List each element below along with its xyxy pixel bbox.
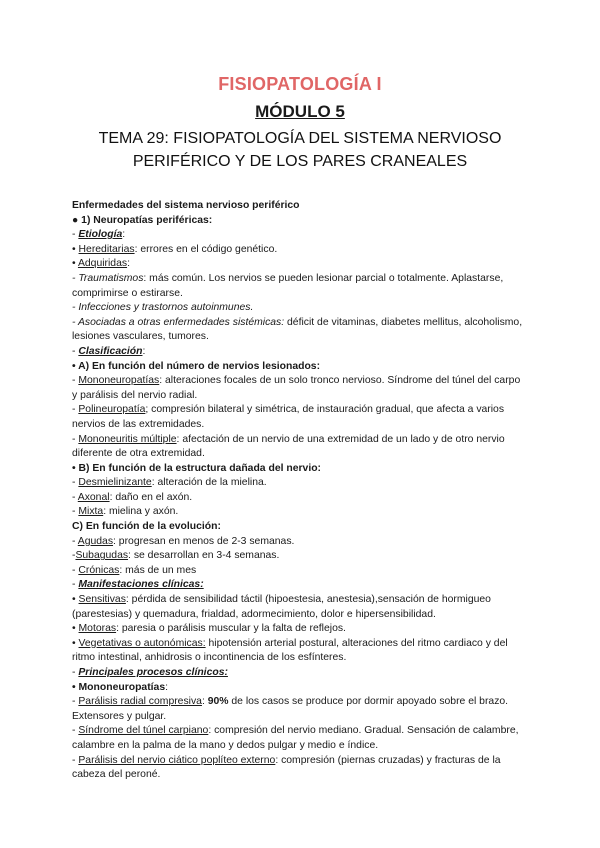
acute-label: Agudas [77, 535, 114, 547]
neuropathies-heading: ● 1) Neuropatías periféricas: [72, 214, 213, 226]
dash: - [72, 754, 79, 766]
mononeuropathies-subheading [72, 681, 528, 696]
section-c-heading: C) En función de la evolución: [72, 521, 221, 533]
mixed-line [72, 505, 528, 520]
dash: - [72, 404, 79, 416]
acute-line [72, 535, 528, 550]
clinical-processes-label: Principales procesos clínicos: [78, 667, 228, 678]
mixed-text: : mielina y axón. [103, 506, 179, 518]
dash: - [72, 550, 76, 562]
sensory-line [72, 593, 528, 622]
manifestations-label: Manifestaciones clínicas: [78, 579, 204, 591]
acquired-label: Adquiridas [77, 258, 128, 270]
mononeuropathies-label: Mononeuropatías [78, 375, 160, 387]
colon: : [142, 345, 146, 357]
colon: : [127, 258, 130, 270]
etiology-label: Etiología [78, 229, 123, 241]
clinical-processes-line [72, 666, 528, 681]
mononeuritis-line [72, 433, 528, 462]
hereditary-line [72, 243, 528, 258]
dash: - [72, 696, 79, 708]
bullet: • [72, 258, 78, 270]
sensory-text: : pérdida de sensibilidad táctil (hipoestesia, anestesia),sensación de hormigueo (parestesias) y quemadura, frialdad, adormecimiento, dolor e hipersensibilidad. [72, 594, 491, 620]
colon: : [122, 229, 126, 241]
topic-heading: TEMA 29: FISIOPATOLOGÍA DEL SISTEMA NERVIOSO PERIFÉRICO Y DE LOS PARES CRANEALES [98, 130, 502, 170]
demyelinating-label: Desmielinizante [78, 477, 152, 489]
dash: - [72, 579, 79, 591]
chronic-line [72, 564, 528, 579]
sciatic-palsy-text: : compresión (piernas cruzadas) y fracturas de la cabeza del peroné. [72, 754, 501, 781]
motor-text: : paresia o parálisis muscular y la falta de reflejos. [116, 623, 346, 635]
sciatic-palsy-label: Parálisis del nervio ciático poplíteo externo [78, 754, 276, 766]
motor-line [72, 622, 528, 637]
axonal-text: : daño en el axón. [109, 491, 193, 503]
radial-palsy-label: Parálisis radial compresiva [78, 696, 202, 708]
document-title: FISIOPATOLOGÍA I [218, 74, 382, 94]
mononeuropathies-line [72, 374, 528, 403]
dash: - [72, 506, 79, 518]
section-a-heading: • A) En función del número de nervios lesionados: [72, 360, 321, 372]
manifestations-line [72, 578, 528, 593]
subacute-line [72, 549, 528, 564]
axonal-label: Axonal [77, 491, 110, 503]
classification-line [72, 345, 528, 360]
vegetative-label: Vegetativas o autonómicas: [78, 637, 206, 649]
carpal-tunnel-line [72, 724, 528, 753]
dash: - [72, 491, 78, 503]
axonal-line [72, 491, 528, 506]
bullet: • [72, 637, 79, 649]
mononeuritis-label: Mononeuritis múltiple [78, 433, 177, 445]
vegetative-text: hipotensión arterial postural, alteraciones del ritmo cardiaco y del ritmo intestinal, anhidrosis o incontinencia de los esfínteres. [72, 637, 508, 664]
dash: - [72, 345, 79, 357]
dash: - [72, 564, 79, 576]
sciatic-palsy-line [72, 754, 528, 783]
etiology-line [72, 228, 528, 243]
mononeuropathies-text: : alteraciones focales de un solo tronco nervioso. Síndrome del túnel del carpo y parálisis del nervio radial. [72, 375, 521, 401]
demyelinating-text: : alteración de la mielina. [151, 477, 267, 489]
radial-palsy-line [72, 695, 528, 724]
section-title: Enfermedades del sistema nervioso periférico [72, 200, 300, 211]
acute-text: : progresan en menos de 2-3 semanas. [113, 535, 295, 547]
demyelinating-line [72, 476, 528, 491]
mononeuropathies-subheading-label: • Mononeuropatías [72, 681, 166, 693]
bullet: • [72, 243, 79, 255]
associated-label: - Asociadas a otras enfermedades sistémicas: [72, 316, 285, 328]
radial-palsy-text-b: de los casos se produce por dormir apoyado sobre el brazo. Extensores y pulgar. [72, 696, 509, 722]
module-heading: MÓDULO 5 [255, 102, 345, 121]
radial-palsy-percent: 90% [207, 696, 229, 708]
trauma-label: - Traumatismos [72, 272, 144, 284]
mixed-label: Mixta [78, 506, 104, 518]
classification-label: Clasificación [78, 345, 143, 357]
polyneuropathy-text: ; compresión bilateral y simétrica, de instauración gradual, que afecta a varios nervios de las extremidades. [72, 404, 505, 430]
dash: - [72, 725, 79, 737]
mononeuritis-text: : afectación de un nervio de una extremidad de un lado y de otro nervio diferente de otra extremidad. [72, 433, 505, 460]
hereditary-label: Hereditarias [78, 243, 135, 255]
dash: - [72, 667, 79, 678]
infections-line: - Infecciones y trastornos autoinmunes. [72, 302, 254, 314]
dash: - [72, 535, 78, 547]
document-body [72, 199, 528, 783]
dash: - [72, 433, 79, 445]
motor-label: Motoras [78, 623, 117, 635]
vegetative-line [72, 637, 528, 666]
chronic-label: Crónicas [78, 564, 120, 576]
subacute-label: Subagudas [75, 550, 129, 562]
section-b-heading: • B) En función de la estructura dañada del nervio: [72, 462, 322, 474]
dash: - [72, 375, 79, 387]
bullet: • [72, 594, 79, 606]
dash: - [72, 229, 79, 241]
subacute-text: : se desarrollan en 3-4 semanas. [128, 550, 280, 562]
acquired-line [72, 257, 528, 272]
dash: - [72, 477, 79, 489]
bullet: • [72, 623, 79, 635]
carpal-tunnel-text: : compresión del nervio mediano. Gradual. Sensación de calambre, calambre en la palma de la mano y dedos pulgar y medio e índice. [72, 725, 519, 751]
polyneuropathy-line [72, 403, 528, 432]
trauma-text: : más común. Los nervios se pueden lesionar parcial o totalmente. Aplastarse, comprimirse o estirarse. [72, 272, 504, 299]
colon: : [165, 681, 169, 693]
trauma-line [72, 272, 528, 301]
associated-text: déficit de vitaminas, diabetes mellitus, alcoholismo, lesiones vasculares, tumores. [72, 316, 523, 343]
associated-line [72, 316, 528, 345]
polyneuropathy-label: Polineuropatía [78, 404, 146, 416]
carpal-tunnel-label: Síndrome del túnel carpiano [78, 725, 209, 737]
chronic-text: : más de un mes [119, 564, 197, 576]
sensory-label: Sensitivas [78, 594, 126, 606]
hereditary-text: : errores en el código genético. [134, 243, 278, 255]
radial-palsy-text-a: : [201, 696, 208, 708]
